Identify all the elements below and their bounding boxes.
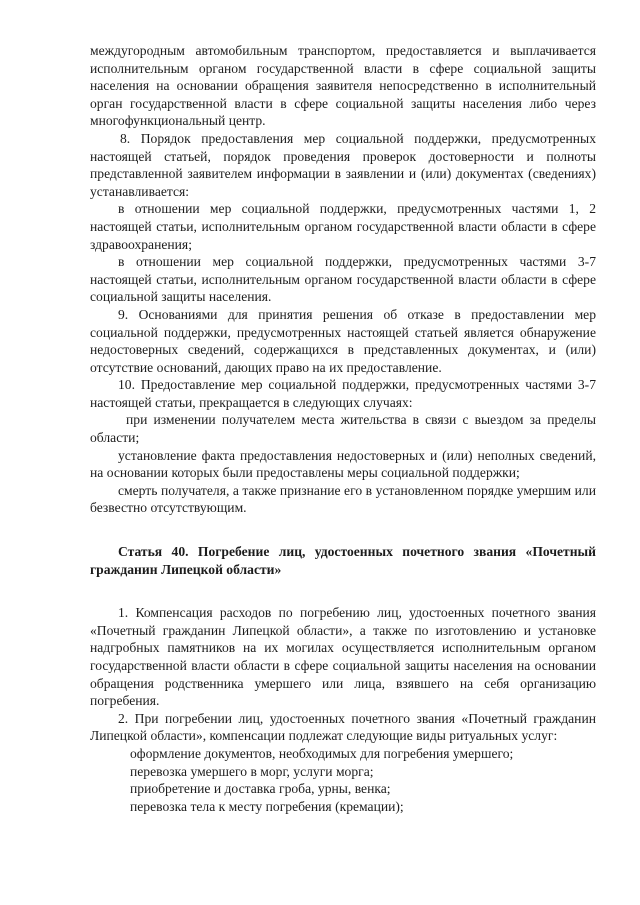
- ritual-service-item: приобретение и доставка гроба, урны, венка;: [130, 781, 391, 797]
- ritual-service-item: перевозка умершего в морг, услуги морга;: [130, 763, 374, 779]
- paragraph-10: 10. Предоставление мер социальной поддержки, предусмотренных частями 3-7 настоящей статьи, прекращается в следующих случаях:: [90, 377, 596, 410]
- paragraph-9: 9. Основаниями для принятия решения об отказе в предоставлении мер социальной поддержки, предусмотренных настоящей статьей является обнаружение недостоверных сведений, содержащихся в представленных документах, и (или) отсутствие оснований, дающих право на их предоставление.: [90, 306, 596, 375]
- ritual-service-item: оформление документов, необходимых для погребения умершего;: [130, 745, 514, 761]
- ritual-service-item: перевозка тела к месту погребения (кремации);: [130, 798, 404, 814]
- article-40-paragraph-2: 2. При погребении лиц, удостоенных почетного звания «Почетный гражданин Липецкой области», компенсации подлежат следующие виды ритуальных услуг:: [90, 710, 596, 744]
- spacer: [90, 578, 596, 604]
- document-page: [90, 42, 596, 815]
- paragraph-8-health: в отношении мер социальной поддержки, предусмотренных частями 1, 2 настоящей статьи, исполнительным органом государственной власти области в сфере здравоохранения;: [90, 201, 596, 252]
- paragraph-10-residence: при изменении получателем места жительства в связи с выездом за пределы области;: [90, 412, 596, 446]
- article-40-paragraph-1: 1. Компенсация расходов по погребению лиц, удостоенных почетного звания «Почетный гражданин Липецкой области», а также по изготовлению и установке надгробных памятников на их могилах осуществляется исполнительным органом государственной власти области в сфере социальной защиты населения на основании обращения родственника умершего или лица, взявшего на себя организацию погребения.: [90, 605, 596, 709]
- paragraph-8: 8. Порядок предоставления мер социальной поддержки, предусмотренных настоящей статьей, порядок проведения проверок достоверности и полноты представленной заявителем информации в заявлении и (или) документах (сведениях) устанавливается:: [90, 130, 596, 199]
- paragraph-10-death: смерть получателя, а также признание его в установленном порядке умершим или безвестно отсутствующим.: [90, 482, 596, 516]
- article-40-heading: Статья 40. Погребение лиц, удостоенных почетного звания «Почетный гражданин Липецкой области»: [90, 544, 596, 577]
- paragraph-8-social: в отношении мер социальной поддержки, предусмотренных частями 3-7 настоящей статьи, исполнительным органом государственной власти области в сфере социальной защиты населения.: [90, 254, 596, 305]
- paragraph-continuation: междугородным автомобильным транспортом, предоставляется и выплачивается исполнительным органом государственной власти в сфере социальной защиты населения на основании обращения заявителя непосредственно в исполнительный орган государственной власти в сфере социальной защиты населения либо через многофункциональный центр.: [90, 43, 596, 129]
- paragraph-10-false-info: установление факта предоставления недостоверных и (или) неполных сведений, на основании которых были предоставлены меры социальной поддержки;: [90, 447, 596, 481]
- spacer: [90, 517, 596, 543]
